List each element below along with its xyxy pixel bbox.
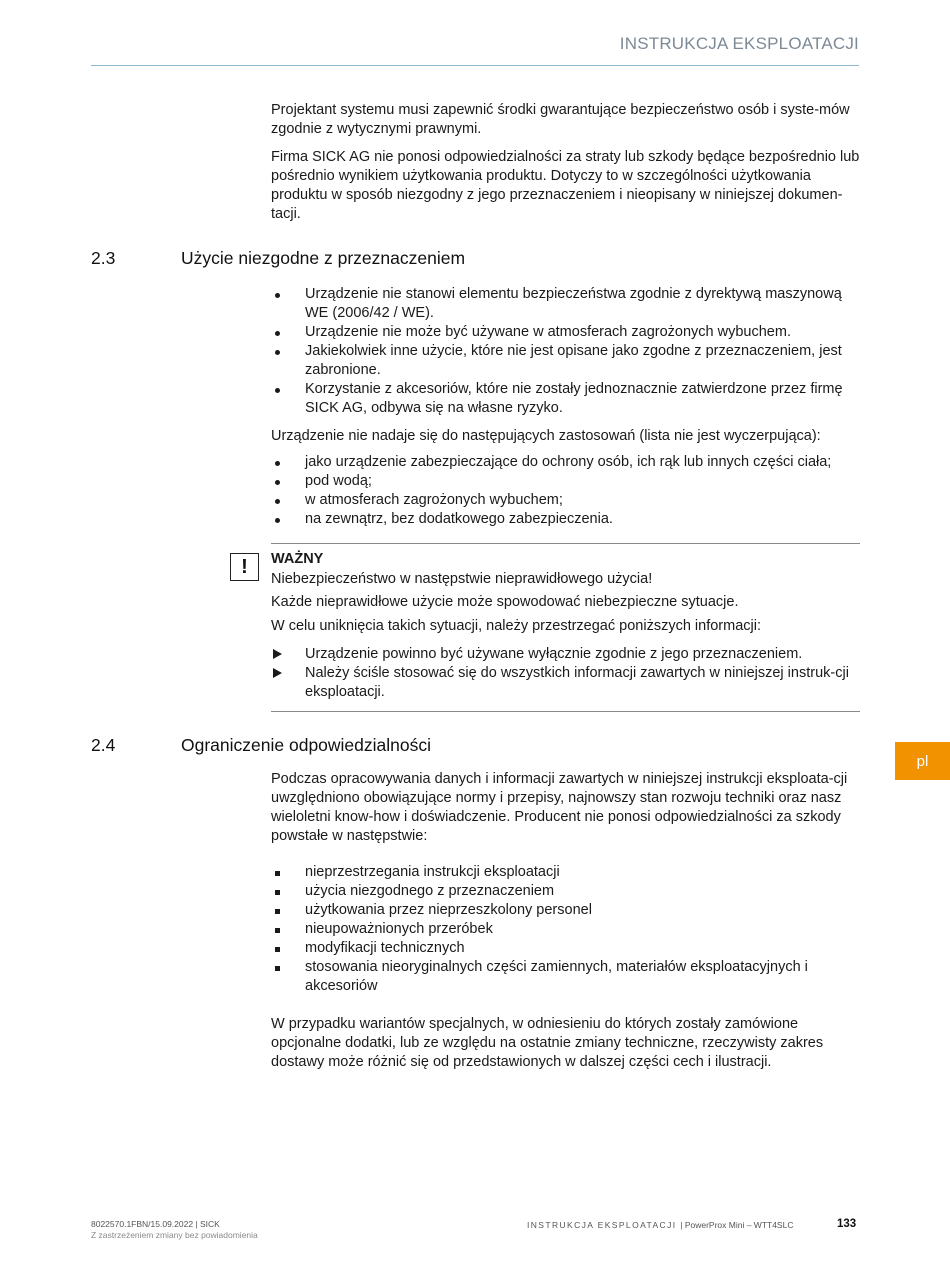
intro-paragraph-1: Projektant systemu musi zapewnić środki gwarantujące bezpieczeństwo osób i syste-mów zgodnie z wytycznymi prawnymi.: [271, 102, 850, 137]
unsuitable-lead: Urządzenie nie nadaje się do następujących zastosowań (lista nie jest wyczerpująca):: [271, 428, 821, 444]
intro-paragraph-2: Firma SICK AG nie ponosi odpowiedzialności za straty lub szkody będące bezpośrednio lub pośrednio wynikiem użytkowania produktu. Dotyczy to w szczególności użytkowania produktu w sposób niezgodny z jego przeznaczeniem i nieopisany w niniejszej dokumen-tacji.: [271, 149, 860, 222]
square-bullet-icon: [275, 947, 280, 952]
list-item: użytkowania przez nieprzeszkolony personel: [271, 901, 861, 920]
list-item: Urządzenie nie może być używane w atmosferach zagrożonych wybuchem.: [271, 323, 861, 342]
list-item: nieprzestrzegania instrukcji eksploatacji: [271, 863, 861, 882]
square-bullet-icon: [275, 928, 280, 933]
liability-paragraph: Podczas opracowywania danych i informacji zawartych w niniejszej instrukcji eksploata-cji uwzględniono obowiązujące normy i przepisy, najnowszy stan rozwoju techniki oraz nasz wieloletni know-how i doświadczenie. Producent nie ponosi odpowiedzialności za szkody powstałe w następstwie:: [271, 771, 848, 844]
bullet-icon: [275, 388, 280, 393]
misuse-list: [271, 285, 861, 418]
bullet-icon: [275, 350, 280, 355]
square-bullet-icon: [275, 890, 280, 895]
bullet-icon: [275, 499, 280, 504]
list-item: Jakiekolwiek inne użycie, które nie jest opisane jako zgodne z przeznaczeniem, jest zabronione.: [271, 342, 861, 380]
liability-list: [271, 863, 861, 996]
list-item: użycia niezgodnego z przeznaczeniem: [271, 882, 861, 901]
footer-doc-number: 8022570.1FBN/15.09.2022 | SICK: [91, 1219, 220, 1229]
special-variants-paragraph: W przypadku wariantów specjalnych, w odniesieniu do których zostały zamówione opcjonalne dodatki, lub ze względu na ostatnie zmiany techniczne, rzeczywisty zakres dostawy może różnić się od przedstawionych w dalszej części cech i ilustracji.: [271, 1016, 824, 1070]
square-bullet-icon: [275, 909, 280, 914]
warning-icon: !: [230, 553, 259, 581]
page-number: 133: [837, 1218, 857, 1230]
list-item: modyfikacji technicznych: [271, 939, 861, 958]
bullet-icon: [275, 293, 280, 298]
bullet-icon: [275, 461, 280, 466]
page-header-title: INSTRUKCJA EKSPLOATACJI: [619, 34, 859, 53]
arrow-icon: [273, 649, 282, 659]
footer-document-info: [91, 1219, 258, 1241]
language-tab[interactable]: pl: [895, 742, 950, 780]
list-item: na zewnątrz, bez dodatkowego zabezpieczenia.: [271, 510, 861, 529]
bullet-icon: [275, 480, 280, 485]
bullet-icon: [275, 331, 280, 336]
list-item: Urządzenie nie stanowi elementu bezpieczeństwa zgodnie z dyrektywą maszynową WE (2006/42 / WE).: [271, 285, 861, 323]
notice-line-1: Każde nieprawidłowe użycie może spowodować niebezpieczne sytuacje.: [271, 594, 739, 610]
square-bullet-icon: [275, 871, 280, 876]
list-item: stosowania nieoryginalnych części zamiennych, materiałów eksploatacyjnych i akcesoriów: [271, 958, 861, 996]
footer-product: | PowerProx Mini – WTT4SLC: [680, 1220, 794, 1230]
notice-bottom-rule: [271, 711, 860, 712]
section-title: Użycie niezgodne z przeznaczeniem: [181, 248, 466, 268]
section-number: 2.3: [91, 248, 116, 268]
unsuitable-list: [271, 453, 861, 529]
list-item: Korzystanie z akcesoriów, które nie zostały jednoznacznie zatwierdzone przez firmę SICK AG, odbywa się na własne ryzyko.: [271, 380, 861, 418]
square-bullet-icon: [275, 966, 280, 971]
bullet-icon: [275, 518, 280, 523]
header-rule: [91, 65, 859, 66]
notice-top-rule: [271, 543, 860, 544]
list-item: Należy ściśle stosować się do wszystkich informacji zawartych w niniejszej instruk-cji eksploatacji.: [271, 664, 861, 702]
list-item: w atmosferach zagrożonych wybuchem;: [271, 491, 861, 510]
list-item: jako urządzenie zabezpieczające do ochrony osób, ich rąk lub innych części ciała;: [271, 453, 861, 472]
notice-actions: [271, 645, 861, 702]
section-title: Ograniczenie odpowiedzialności: [181, 735, 432, 755]
notice-label: WAŻNY: [271, 551, 324, 567]
arrow-icon: [273, 668, 282, 678]
list-item: pod wodą;: [271, 472, 861, 491]
notice-heading: Niebezpieczeństwo w następstwie nieprawidłowego użycia!: [271, 571, 653, 587]
notice-line-2: W celu uniknięcia takich sytuacji, należy przestrzegać poniższych informacji:: [271, 618, 761, 634]
section-number: 2.4: [91, 735, 116, 755]
footer-note: Z zastrzeżeniem zmiany bez powiadomienia: [91, 1230, 258, 1240]
footer-manual-title: INSTRUKCJA EKSPLOATACJI: [527, 1220, 677, 1230]
list-item: nieupoważnionych przeróbek: [271, 920, 861, 939]
footer-manual-info: [527, 1220, 793, 1230]
list-item: Urządzenie powinno być używane wyłącznie zgodnie z jego przeznaczeniem.: [271, 645, 861, 664]
